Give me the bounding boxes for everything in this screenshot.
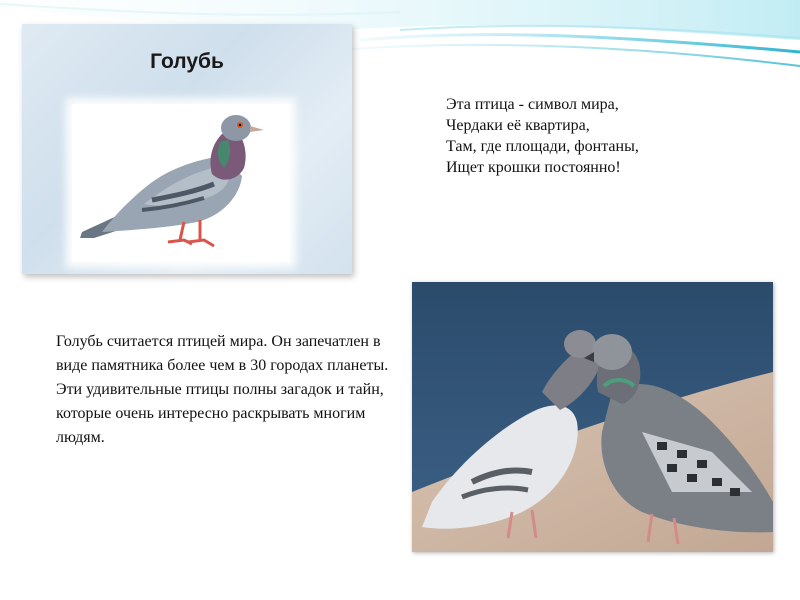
photo-drawing — [412, 282, 773, 552]
pigeon-illustration — [72, 104, 290, 262]
poem-line: Эта птица - символ мира, — [446, 96, 619, 113]
pigeon-drawing — [72, 104, 290, 262]
two-pigeons-photo — [412, 282, 773, 552]
poem — [446, 94, 776, 178]
poem-line: Чердаки её квартира, — [446, 117, 590, 134]
poem-line: Там, где площади, фонтаны, — [446, 138, 639, 155]
poem-line: Ищет крошки постоянно! — [446, 159, 621, 176]
card-title: Голубь — [150, 50, 224, 73]
fact-paragraph: Голубь считается птицей мира. Он запечатлен в виде памятника более чем в 30 городах планеты. Эти удивительные птицы полны загадок и тайн, которые очень интересно раскрывать многим людям. — [56, 333, 389, 446]
pigeon-card — [22, 24, 352, 274]
